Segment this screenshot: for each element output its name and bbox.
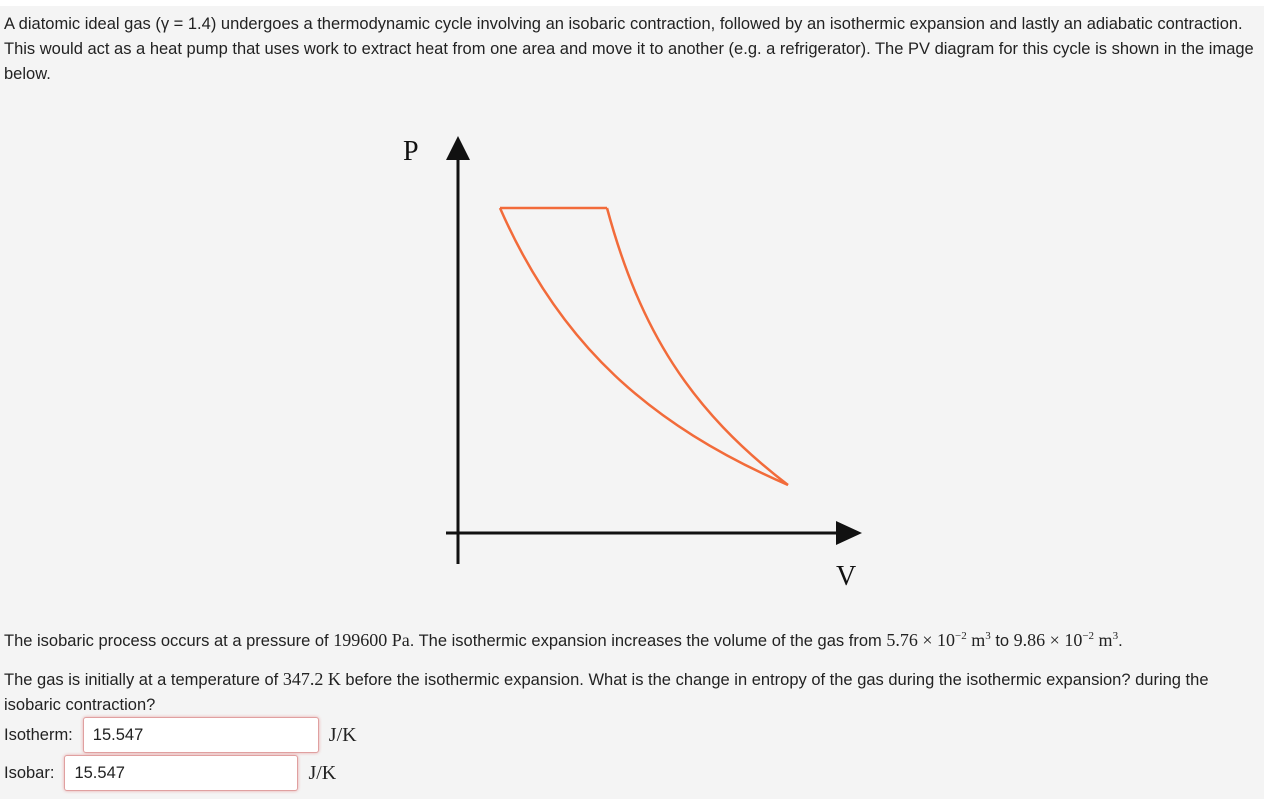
isobar-answer-input[interactable] bbox=[64, 755, 298, 791]
p-axis-arrow bbox=[446, 136, 470, 160]
given-values: The isobaric process occurs at a pressure of 199600 Pa. The isothermic expansion increases the volume of the gas from $5.76 \times 10^{-2}$ $m^3$ to $9.86 \times 10^{-2}$ $m^3$. bbox=[4, 630, 1123, 650]
volume-initial: $5.76 \times 10^{-2}$ $m^3$ bbox=[886, 630, 991, 650]
v-axis-arrow bbox=[836, 521, 862, 545]
pressure-value: 199600 Pa bbox=[333, 630, 410, 650]
temperature-value: 347.2 K bbox=[282, 669, 341, 689]
adiabat-curve bbox=[607, 208, 788, 485]
isobar-answer-row bbox=[4, 755, 336, 791]
v-axis-label: V bbox=[836, 561, 857, 592]
isotherm-answer-row bbox=[4, 717, 357, 753]
volume-final: $9.86 \times 10^{-2}$ $m^3$ bbox=[1013, 630, 1119, 650]
isobar-label: Isobar: bbox=[4, 763, 55, 782]
isobar-unit: J/K bbox=[308, 761, 337, 784]
isotherm-answer-input[interactable] bbox=[83, 717, 319, 753]
isotherm-label: Isotherm: bbox=[4, 725, 73, 744]
isotherm-curve bbox=[500, 208, 788, 485]
isotherm-unit: J/K bbox=[328, 723, 357, 746]
p-axis-label: P bbox=[403, 136, 419, 167]
problem-intro: A diatomic ideal gas (γ = 1.4) undergoes a thermodynamic cycle involving an isobaric contraction, followed by an isothermic expansion and lastly an adiabatic contraction. This would act as a heat pump that uses work to extract heat from one area and move it to another (e.g. a refrigerator). The PV diagram for this cycle is shown in the image below. bbox=[4, 15, 1254, 83]
question-text: The gas is initially at a temperature of 347.2 K before the isothermic expansion. What is the change in entropy of the gas during the isothermic expansion? during the isobaric contraction? bbox=[4, 669, 1209, 714]
